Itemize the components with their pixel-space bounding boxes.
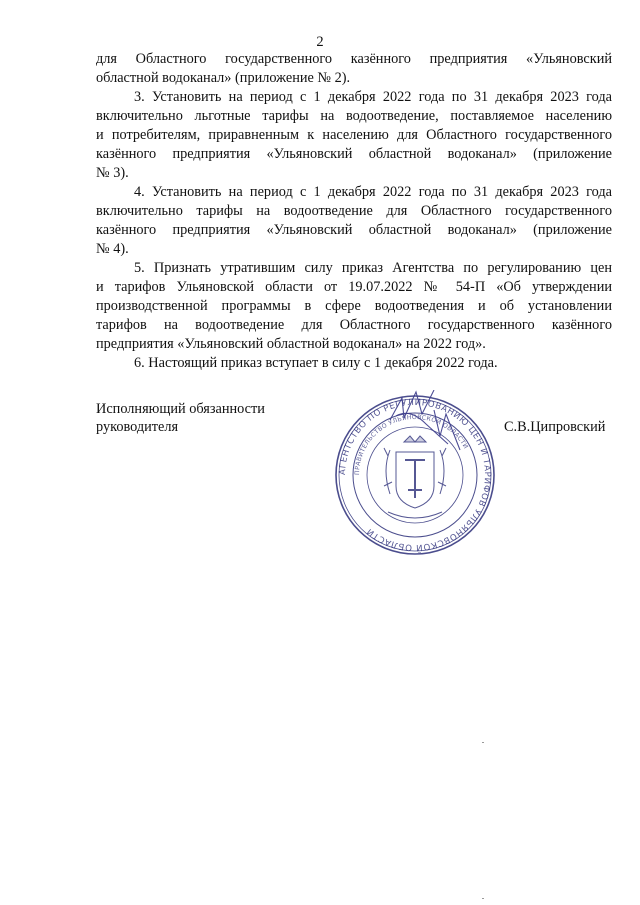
paragraph-line: тарифов на водоотведение для Областного государственного казённого	[96, 317, 612, 333]
paragraph-line: 4. Установить на период с 1 декабря 2022 года по 31 декабря 2023 года	[134, 184, 612, 200]
signatory-position-cont: руководителя	[96, 419, 179, 435]
signatory-name: С.В.Ципровский	[504, 419, 606, 435]
paragraph-line: казённого предприятия «Ульяновский областной водоканал» (приложение	[96, 222, 612, 238]
paragraph-line: и тарифов Ульяновской области от 19.07.2022 № 54-П «Об утверждении	[96, 279, 612, 295]
scan-artifact	[482, 742, 484, 743]
paragraph-line: казённого предприятия «Ульяновский областной водоканал» (приложение	[96, 146, 612, 162]
svg-text:ПРАВИТЕЛЬСТВО УЛЬЯНОВСКОЙ ОБЛА: ПРАВИТЕЛЬСТВО УЛЬЯНОВСКОЙ ОБЛАСТИ	[353, 413, 470, 476]
paragraph-line: для Областного государственного казённого предприятия «Ульяновский	[96, 51, 612, 67]
paragraph-line: 5. Признать утратившим силу приказ Агентства по регулированию цен	[134, 260, 612, 276]
signatory-position: Исполняющий обязанности	[96, 401, 265, 417]
paragraph-line: включительно тарифы на водоотведение для Областного государственного	[96, 203, 612, 219]
paragraph-line: № 4).	[96, 241, 129, 257]
official-stamp	[330, 390, 500, 560]
svg-text:АГЕНТСТВО ПО РЕГУЛИРОВАНИЮ ЦЕН: АГЕНТСТВО ПО РЕГУЛИРОВАНИЮ ЦЕН И ТАРИФОВ УЛЬЯНОВСКОЙ ОБЛАСТИ	[337, 397, 493, 553]
paragraph-line: 6. Настоящий приказ вступает в силу с 1 декабря 2022 года.	[134, 355, 498, 371]
scan-artifact	[482, 898, 484, 899]
paragraph-line: № 3).	[96, 165, 129, 181]
paragraph-line: и потребителям, приравненным к населению для Областного государственного	[96, 127, 612, 143]
page-number: 2	[316, 34, 324, 50]
paragraph-line: областной водоканал» (приложение № 2).	[96, 70, 351, 86]
paragraph-line: предприятия «Ульяновский областной водоканал» на 2022 год».	[96, 336, 486, 352]
paragraph-line: включительно льготные тарифы на водоотведение, поставляемое населению	[96, 108, 612, 124]
paragraph-line: производственной программы в сфере водоотведения и об установлении	[96, 298, 612, 314]
paragraph-line: 3. Установить на период с 1 декабря 2022 года по 31 декабря 2023 года	[134, 89, 612, 105]
